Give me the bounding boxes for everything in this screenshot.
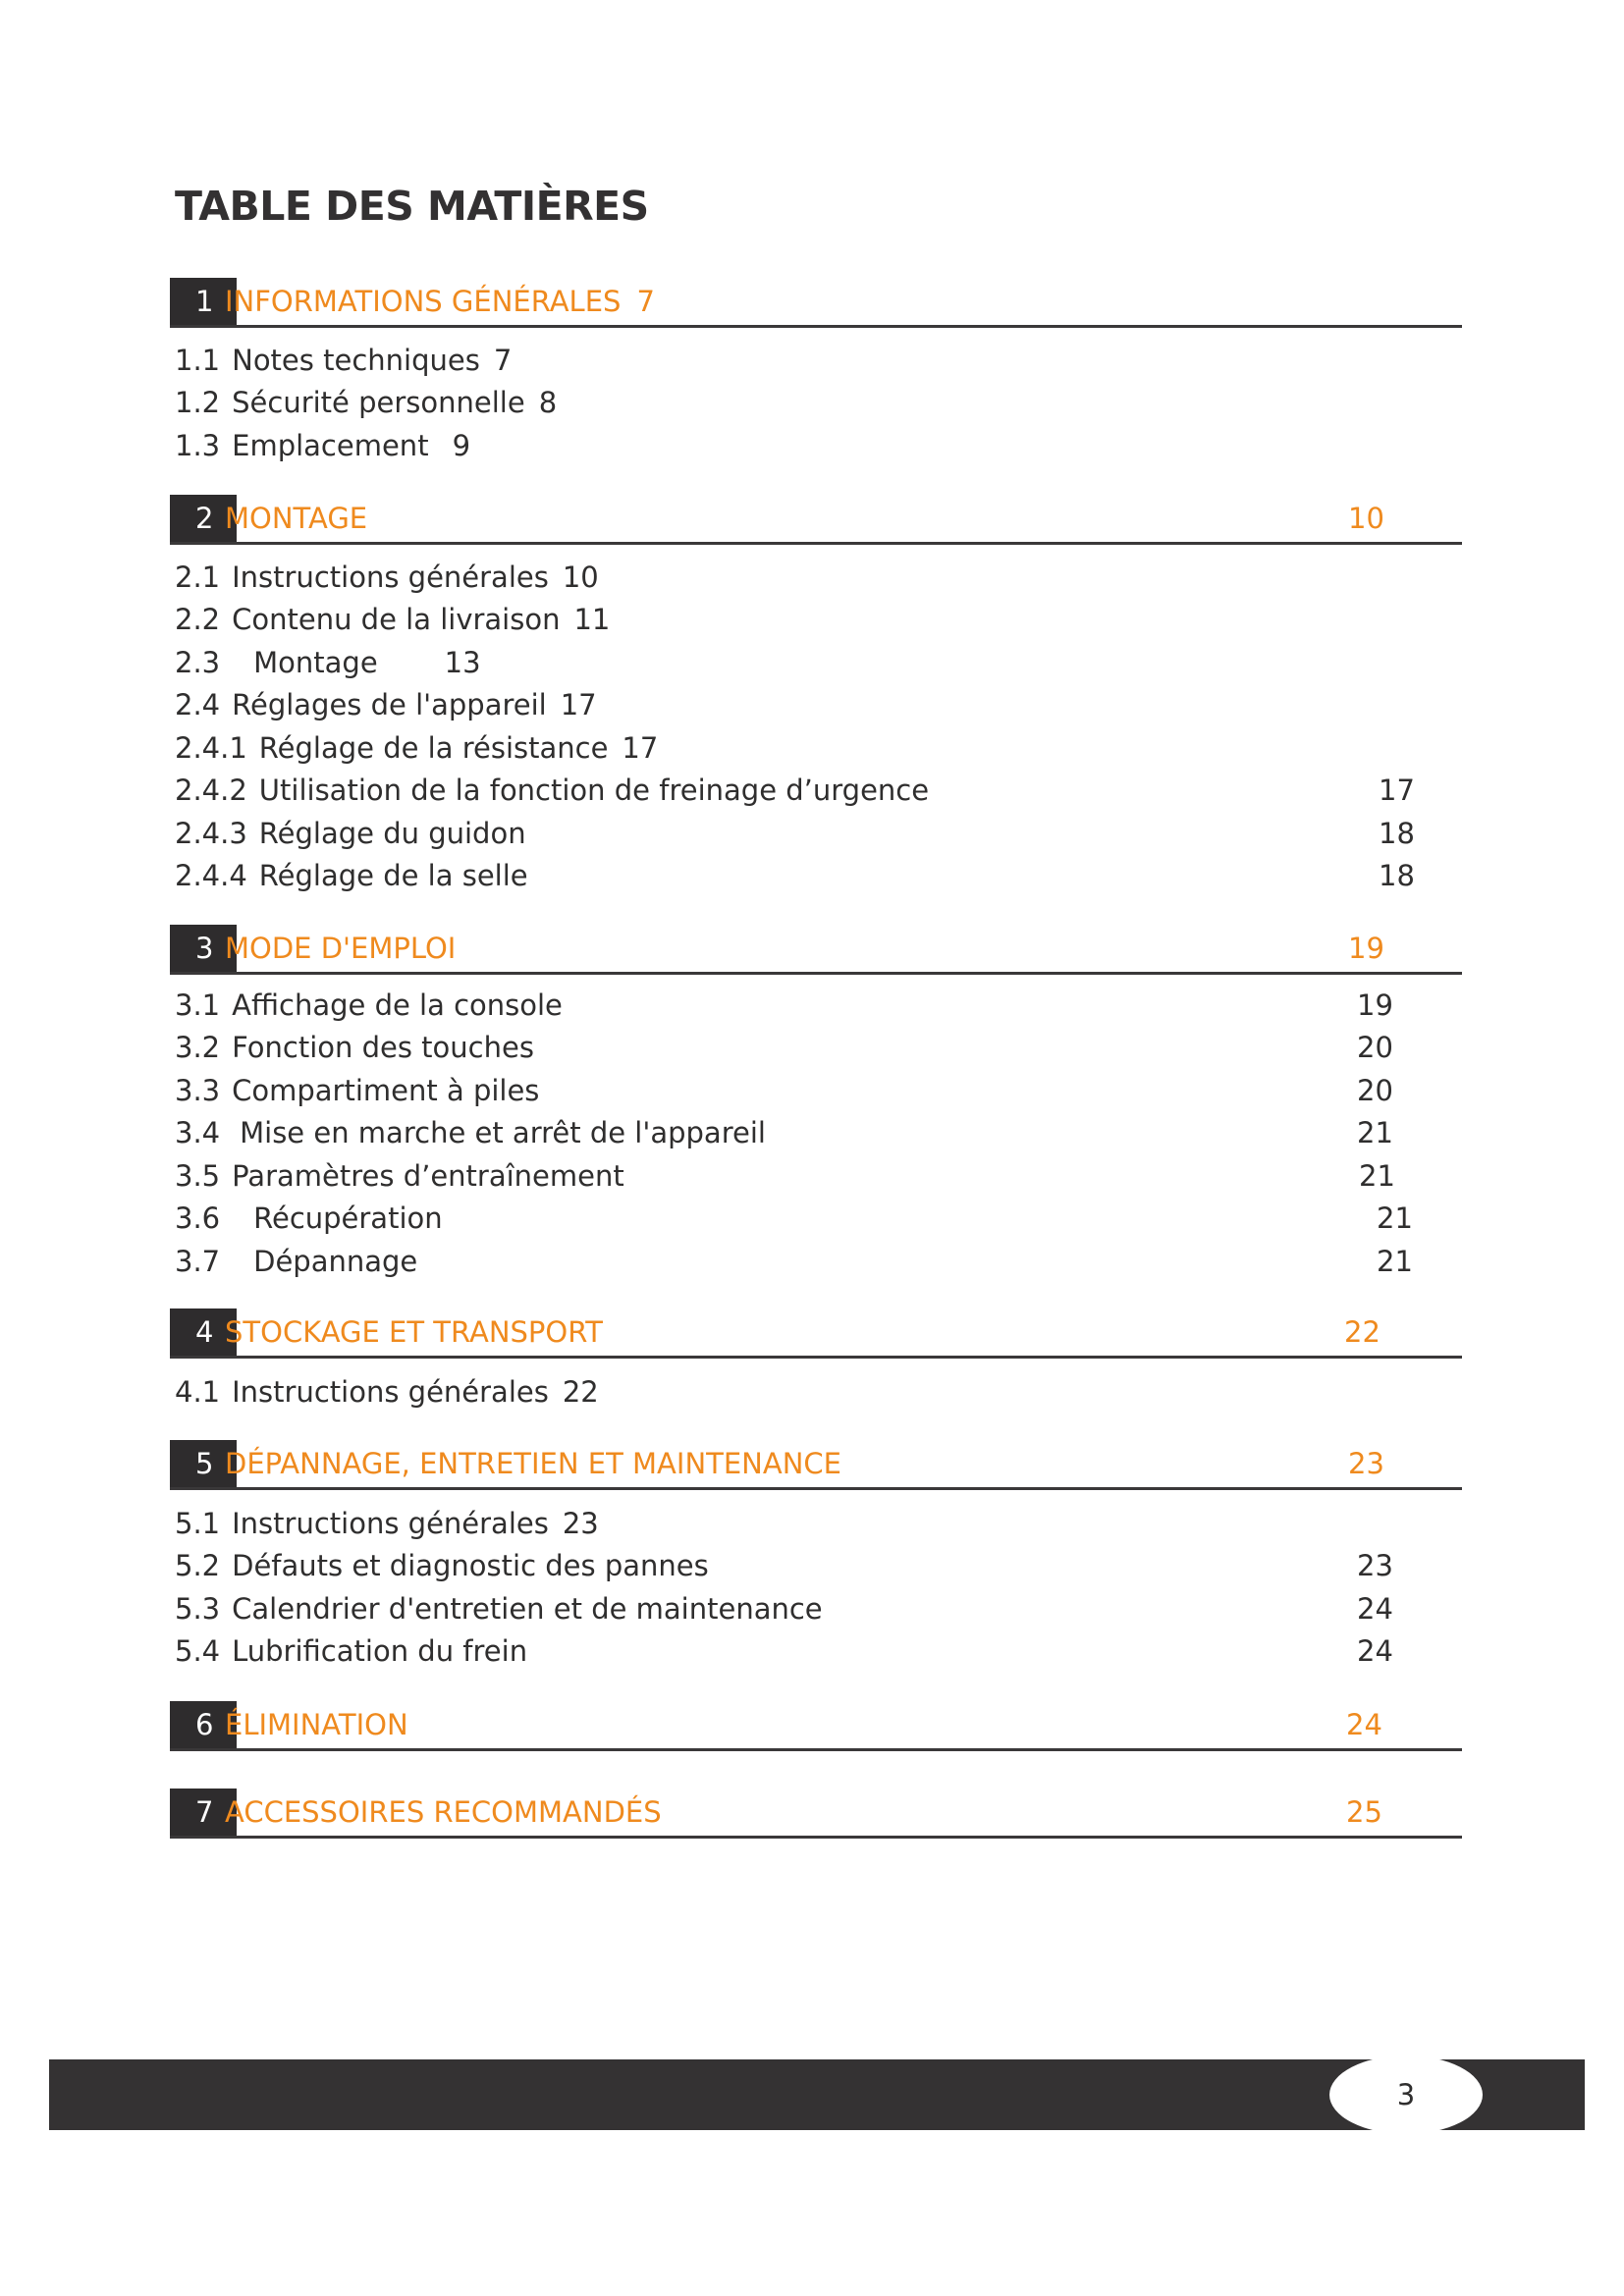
section-header-2[interactable] — [170, 495, 1462, 545]
toc-entry[interactable]: 4.1 Instructions générales 22 — [175, 1375, 599, 1409]
toc-entry[interactable]: 5.1 Instructions générales 23 — [175, 1507, 599, 1540]
section-page: 10 — [1348, 502, 1384, 535]
section-page: 19 — [1348, 932, 1384, 965]
entry-page: 20 — [1357, 1031, 1393, 1064]
toc-entry[interactable]: 2.4.3 Réglage du guidon — [175, 817, 526, 850]
section-header-4[interactable] — [170, 1308, 1462, 1359]
entry-page: 21 — [1377, 1201, 1413, 1235]
section-page: 24 — [1346, 1708, 1382, 1741]
section-header-1[interactable] — [170, 278, 1462, 328]
section-header-3[interactable] — [170, 925, 1462, 975]
entry-page: 18 — [1379, 859, 1415, 892]
section-title: STOCKAGE ET TRANSPORT — [225, 1315, 604, 1349]
section-number: 4 — [170, 1308, 237, 1356]
section-page: 23 — [1348, 1447, 1384, 1480]
section-title: MONTAGE — [225, 502, 368, 535]
section-header-6[interactable] — [170, 1701, 1462, 1751]
toc-entry[interactable]: 3.1 Affichage de la console — [175, 988, 563, 1022]
toc-entry[interactable]: 2.3 Montage 13 — [175, 646, 481, 679]
toc-entry[interactable]: 1.1 Notes techniques 7 — [175, 344, 513, 377]
section-page: 25 — [1346, 1795, 1382, 1829]
section-header-5[interactable] — [170, 1440, 1462, 1490]
section-title: DÉPANNAGE, ENTRETIEN ET MAINTENANCE — [225, 1447, 841, 1480]
toc-entry[interactable]: 3.4 Mise en marche et arrêt de l'appareil — [175, 1116, 766, 1149]
entry-page: 21 — [1357, 1116, 1393, 1149]
toc-entry[interactable]: 3.2 Fonction des touches — [175, 1031, 534, 1064]
toc-entry[interactable]: 5.2 Défauts et diagnostic des pannes — [175, 1549, 709, 1582]
page-number: 3 — [1396, 2078, 1416, 2111]
entry-page: 24 — [1357, 1592, 1393, 1626]
section-number: 6 — [170, 1701, 237, 1748]
toc-entry[interactable]: 1.3 Emplacement 9 — [175, 429, 471, 462]
section-number: 1 — [170, 278, 237, 325]
section-number: 7 — [170, 1789, 237, 1836]
section-title: INFORMATIONS GÉNÉRALES 7 — [225, 285, 655, 318]
toc-entry[interactable]: 5.3 Calendrier d'entretien et de maintenance — [175, 1592, 823, 1626]
toc-entry[interactable]: 3.5 Paramètres d’entraînement — [175, 1159, 624, 1193]
entry-page: 20 — [1357, 1074, 1393, 1107]
section-title: ACCESSOIRES RECOMMANDÉS — [225, 1795, 662, 1829]
toc-entry[interactable]: 3.3 Compartiment à piles — [175, 1074, 540, 1107]
section-number: 3 — [170, 925, 237, 972]
toc-entry[interactable]: 2.4.2 Utilisation de la fonction de freinage d’urgence — [175, 774, 930, 807]
entry-page: 19 — [1357, 988, 1393, 1022]
toc-entry[interactable]: 3.7 Dépannage — [175, 1245, 418, 1278]
entry-page: 17 — [1379, 774, 1415, 807]
section-page: 22 — [1344, 1315, 1380, 1349]
toc-entry[interactable]: 1.2 Sécurité personnelle 8 — [175, 386, 558, 419]
entry-page: 21 — [1377, 1245, 1413, 1278]
toc-entry[interactable]: 3.6 Récupération — [175, 1201, 443, 1235]
toc-entry[interactable]: 2.4.1 Réglage de la résistance 17 — [175, 731, 659, 765]
entry-page: 23 — [1357, 1549, 1393, 1582]
section-title: MODE D'EMPLOI — [225, 932, 457, 965]
entry-page: 24 — [1357, 1634, 1393, 1668]
section-page: 7 — [636, 285, 655, 318]
section-header-7[interactable] — [170, 1789, 1462, 1839]
toc-entry[interactable]: 2.4 Réglages de l'appareil 17 — [175, 688, 597, 721]
toc-entry[interactable]: 2.2 Contenu de la livraison 11 — [175, 603, 611, 636]
section-title: ÉLIMINATION — [225, 1708, 408, 1741]
section-number: 2 — [170, 495, 237, 542]
toc-entry[interactable]: 2.4.4 Réglage de la selle — [175, 859, 528, 892]
page-title: TABLE DES MATIÈRES — [175, 183, 649, 230]
entry-page: 18 — [1379, 817, 1415, 850]
entry-page: 21 — [1359, 1159, 1395, 1193]
section-number: 5 — [170, 1440, 237, 1487]
toc-entry[interactable]: 2.1 Instructions générales 10 — [175, 561, 599, 594]
toc-entry[interactable]: 5.4 Lubrification du frein — [175, 1634, 528, 1668]
